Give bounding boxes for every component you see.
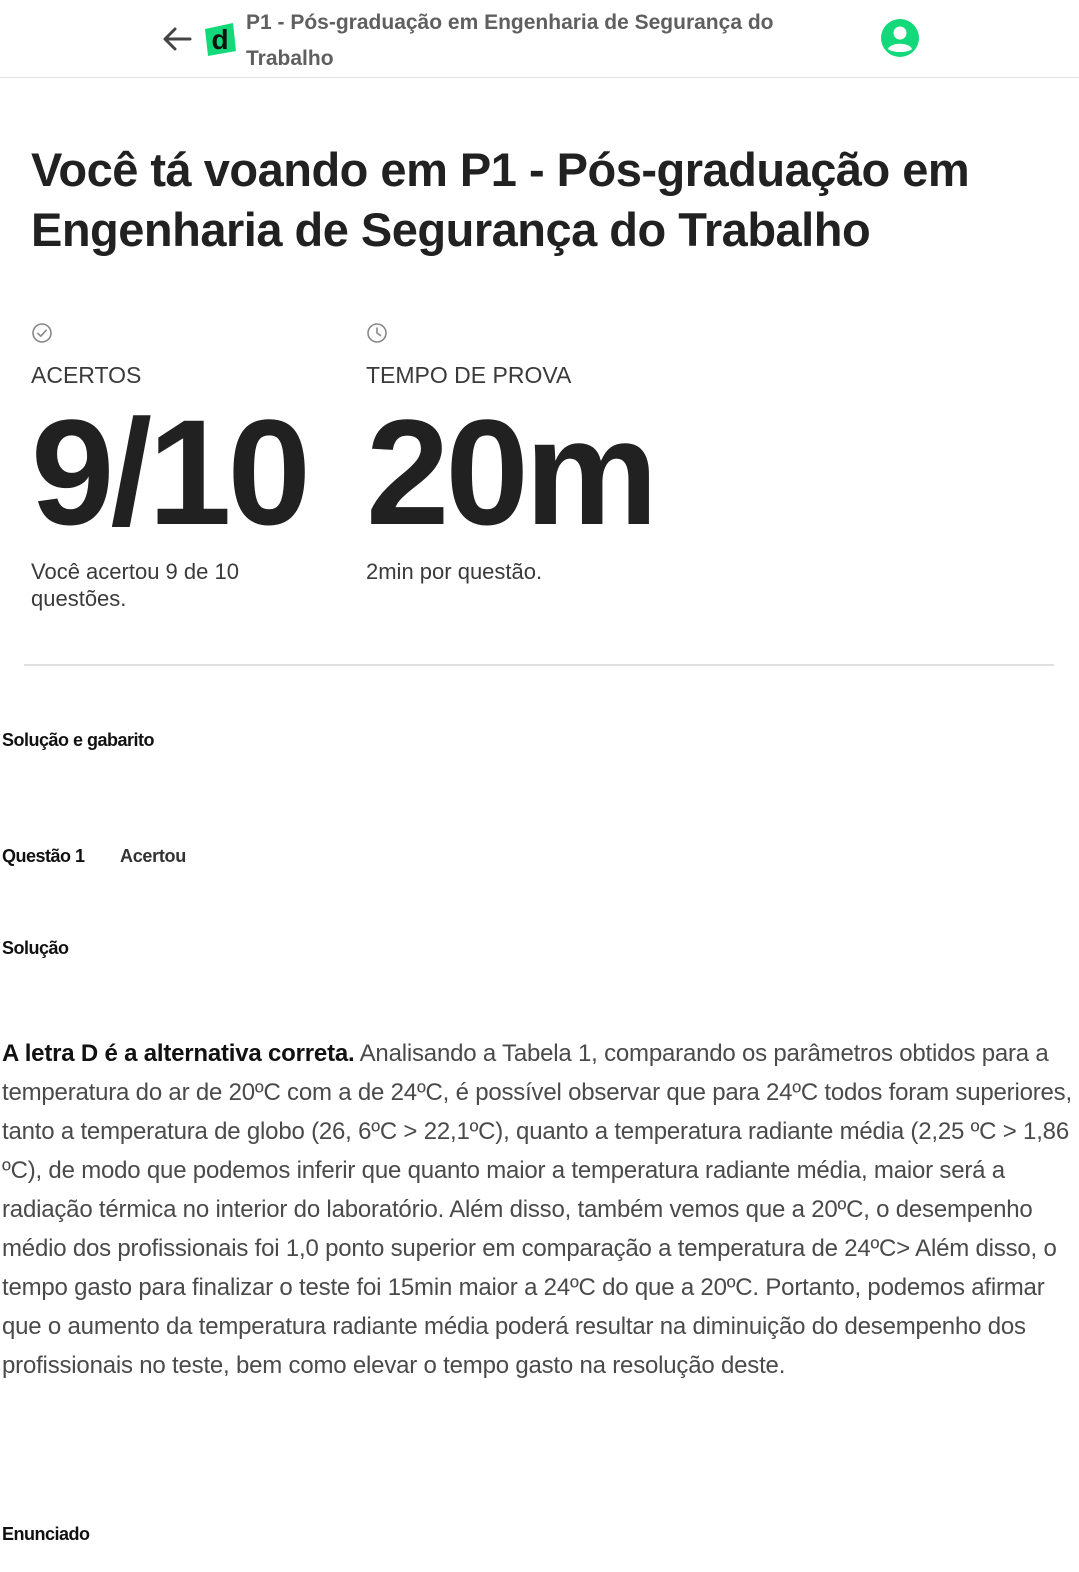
question-status: Acertou: [120, 846, 186, 866]
user-circle-icon[interactable]: [880, 18, 920, 58]
stat-label: ACERTOS: [31, 362, 142, 388]
solution-and-answers-heading: Solução e gabarito: [2, 730, 155, 750]
stat-acertos: [31, 322, 307, 611]
arrow-left-icon[interactable]: [160, 24, 194, 54]
logo-letter: d: [211, 24, 229, 55]
solution-heading: Solução: [2, 938, 69, 958]
stat-caption: Você acertou 9 de 10 questões.: [31, 559, 239, 611]
stat-tempo: [366, 322, 655, 584]
page-title: Você tá voando em P1 - Pós-graduação em Engenharia de Segurança do Trabalho: [31, 143, 970, 256]
top-bar: [0, 0, 1079, 78]
clock-icon: [366, 322, 388, 344]
solution-text: [2, 1034, 1072, 1385]
stat-value: 9/10: [31, 388, 307, 556]
divider: [24, 664, 1054, 666]
solution-body: Analisando a Tabela 1, comparando os parâmetros obtidos para a temperatura do ar de 20ºC com a de 24ºC, é possível observar que para 24ºC todos foram superiores, tanto a temperatura de globo (26, 6ºC > 22,1ºC), quanto a temperatura radiante média (2,25 ºC > 1,86 ºC), de modo que podemos inferir que quanto maior a temperatura radiante média, maior será a radiação térmica no interior do laboratório. Além disso, também vemos que a 20ºC, o desempenho médio dos profissionais foi 1,0 ponto superior em comparação a temperatura de 24ºC> Além disso, o tempo gasto para finalizar o teste foi 15min maior a 24ºC do que a 20ºC. Portanto, podemos afirmar que o aumento da temperatura radiante média poderá resultar na diminuição do desempenho dos profissionais no teste, bem como elevar o tempo gasto na resolução deste.: [2, 1040, 1072, 1379]
stat-caption: 2min por questão.: [366, 559, 543, 584]
solution-lead: A letra D é a alternativa correta.: [2, 1040, 355, 1067]
stat-value: 20m: [366, 388, 655, 556]
logo[interactable]: [202, 20, 238, 58]
header-title: P1 - Pós-graduação em Engenharia de Segurança do Trabalho: [246, 11, 774, 70]
check-circle-icon: [31, 322, 53, 344]
statement-heading: Enunciado: [2, 1524, 90, 1544]
stat-label: TEMPO DE PROVA: [366, 362, 572, 388]
question-label: Questão 1: [2, 846, 85, 866]
